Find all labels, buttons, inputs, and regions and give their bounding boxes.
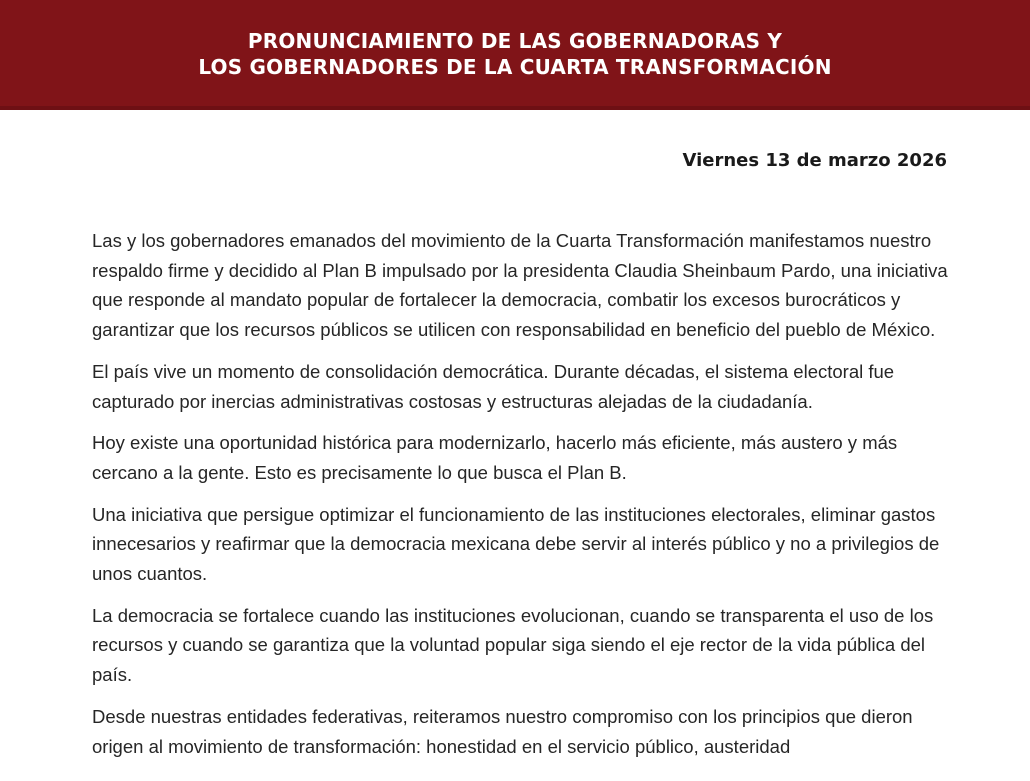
paragraph-3: Hoy existe una oportunidad histórica para modernizarlo, hacerlo más eficiente, más austero y más cercano a la gente. Esto es precisamente lo que busca el Plan B. (92, 432, 898, 483)
paragraph-6: Desde nuestras entidades federativas, reiteramos nuestro compromiso con los principios que dieron origen al movimiento de transformación: honestidad en el servicio público, austeridad (92, 705, 913, 757)
document-body (92, 226, 952, 773)
document-title-line-1: PRONUNCIAMIENTO DE LAS GOBERNADORAS Y (247, 29, 783, 53)
document-date: Viernes 13 de marzo 2026 (682, 150, 947, 171)
paragraph-1: Las y los gobernadores emanados del movimiento de la Cuarta Transformación manifestamos nuestro respaldo firme y decidido al Plan B impulsado por la presidenta Claudia Sheinbaum Pardo, una iniciativa que responde al mandato popular de fortalecer la democracia, combatir los excesos burocráticos y garantizar que los recursos públicos se utilicen con responsabilidad en beneficio del pueblo de México. (92, 230, 948, 341)
paragraph-2: El país vive un momento de consolidación democrática. Durante décadas, el sistema electoral fue capturado por inercias administrativas costosas y estructuras alejadas de la ciudadanía. (92, 360, 895, 412)
header-banner (0, 0, 1030, 110)
document-title-line-2: LOS GOBERNADORES DE LA CUARTA TRANSFORMACIÓN (198, 55, 832, 79)
paragraph-4: Una iniciativa que persigue optimizar el funcionamiento de las instituciones electorales, eliminar gastos innecesarios y reafirmar que la democracia mexicana debe servir al interés público y no a privilegios de unos cuantos. (92, 503, 940, 585)
document-title (198, 26, 831, 80)
paragraph-5: La democracia se fortalece cuando las instituciones evolucionan, cuando se transparenta el uso de los recursos y cuando se garantiza que la voluntad popular siga siendo el eje rector de la vida pública del país. (92, 604, 934, 686)
